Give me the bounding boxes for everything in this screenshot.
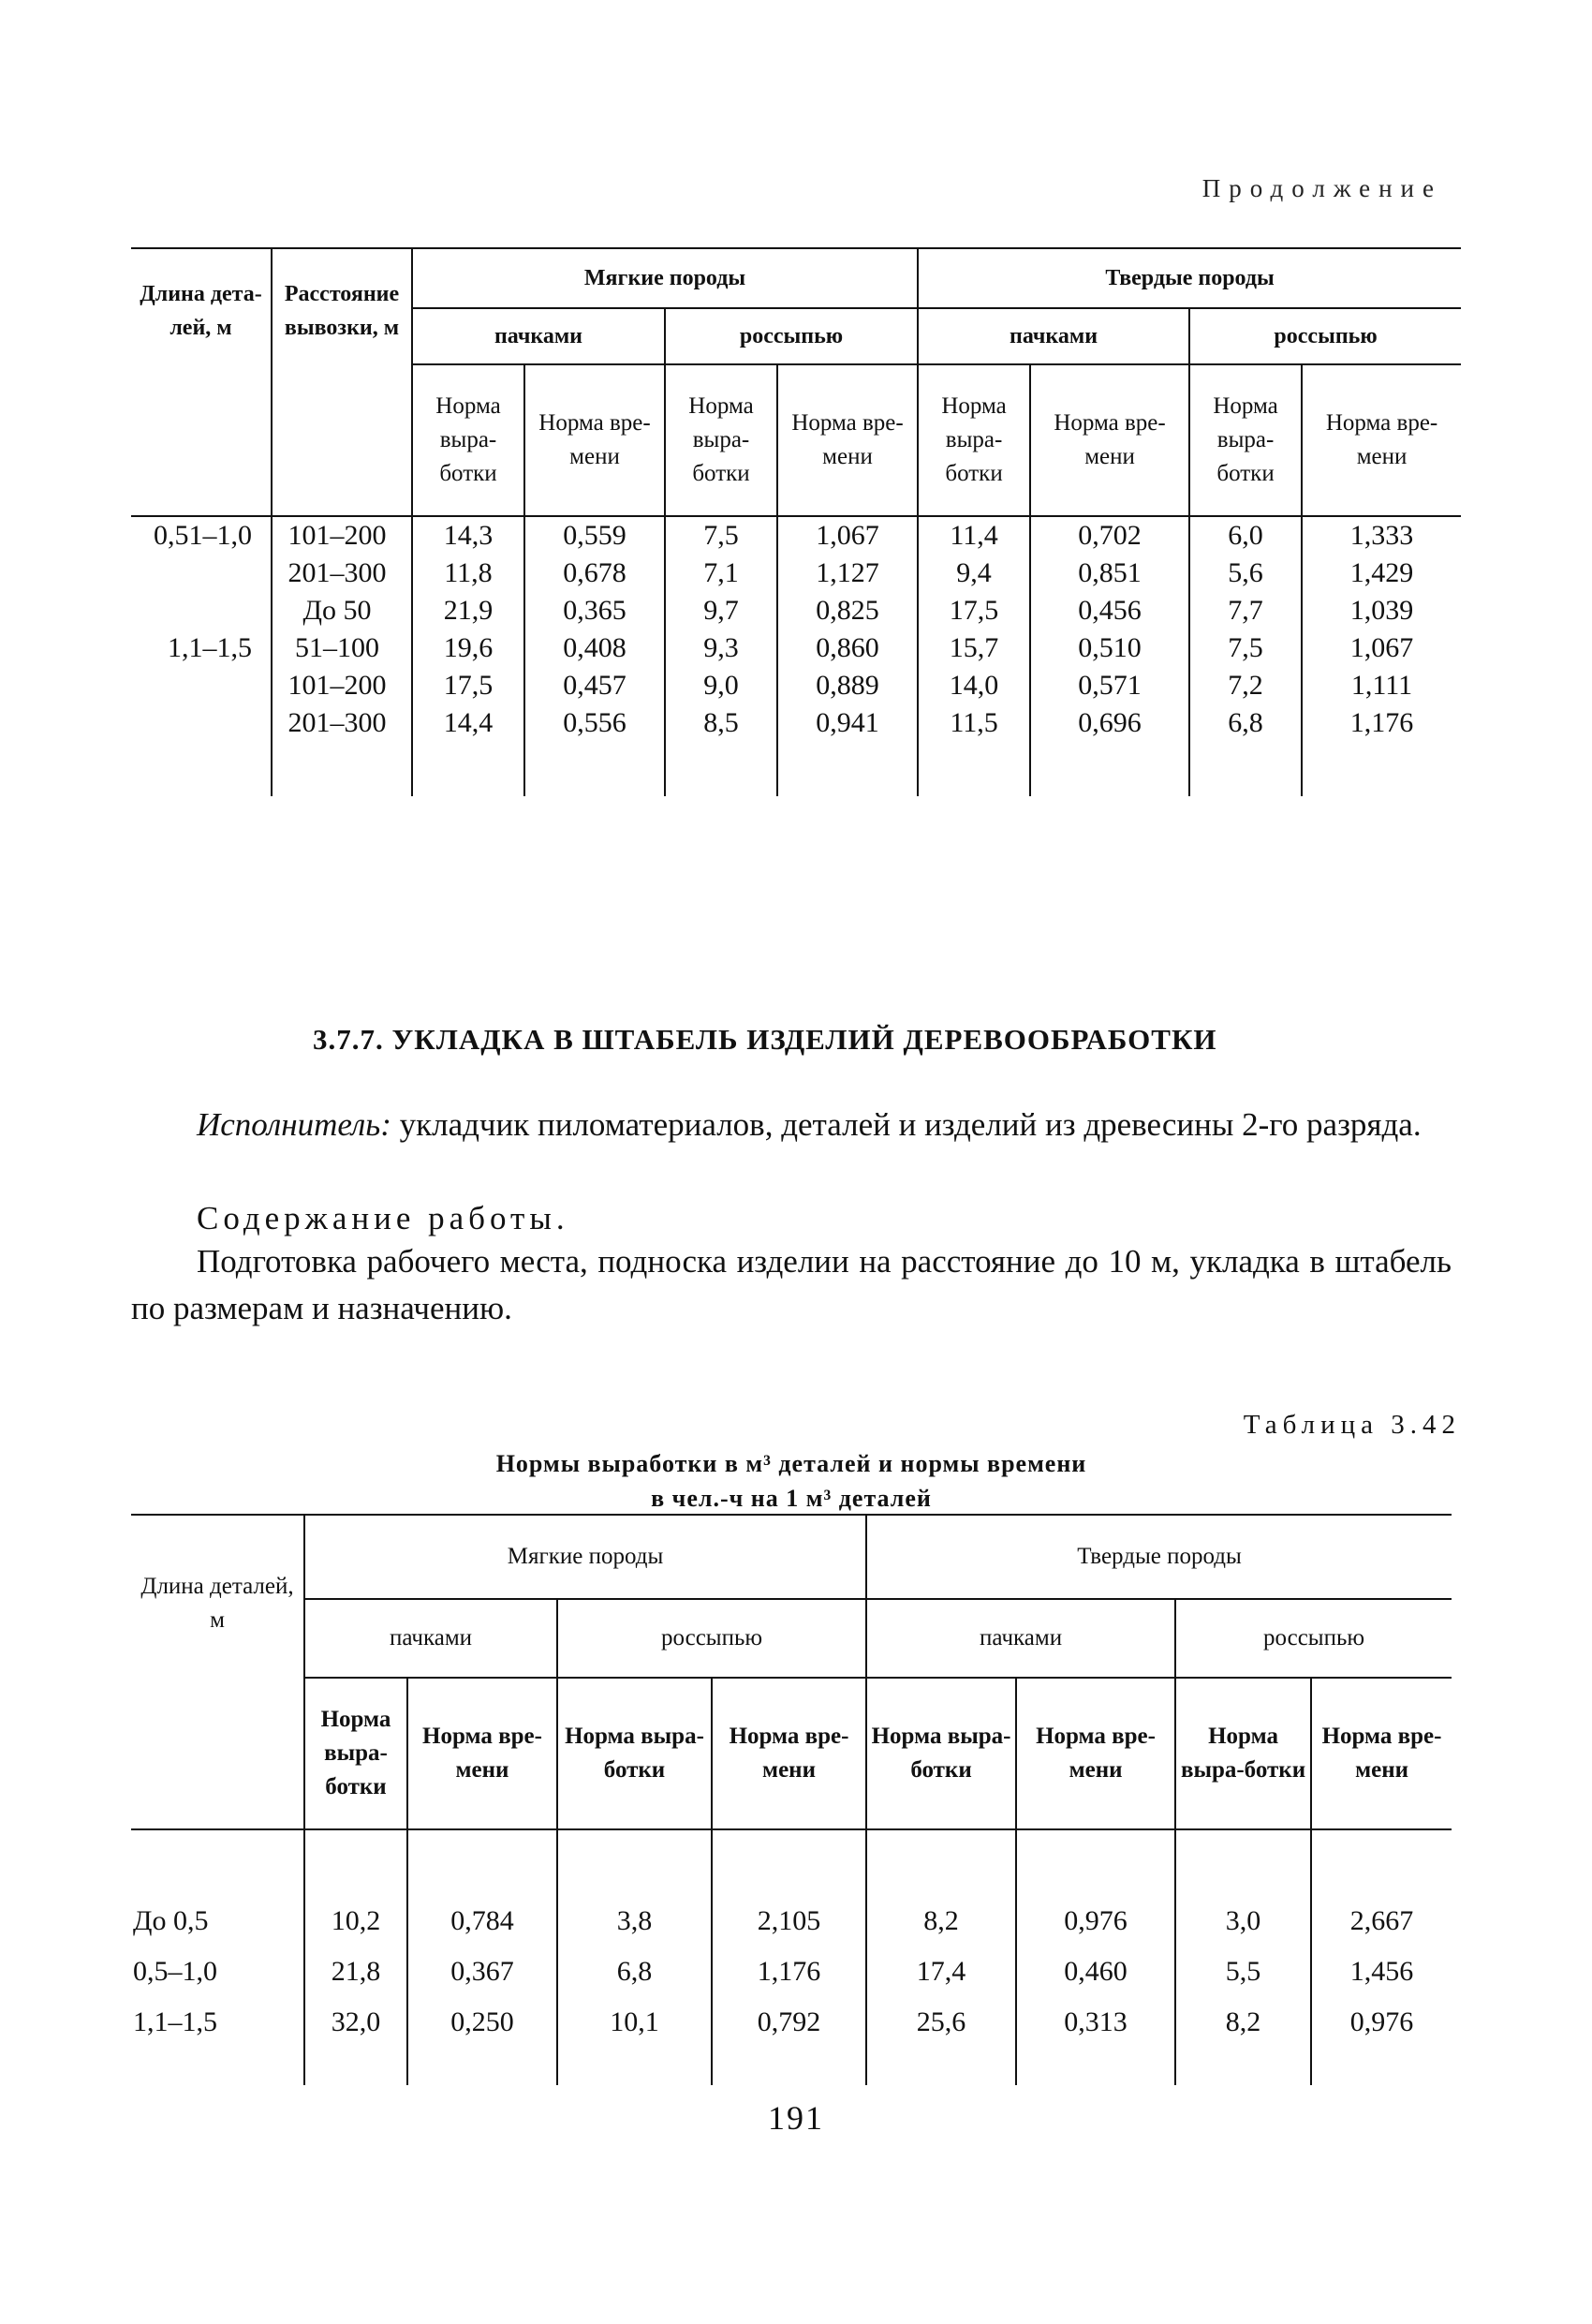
header-hard-bulk: россыпью (1189, 308, 1461, 364)
cell-length (131, 704, 272, 742)
norms-table-continued (131, 247, 1461, 796)
page-number: 191 (768, 2099, 824, 2137)
table-number-label: Таблица 3.42 (1243, 1410, 1461, 1440)
content-heading (131, 1195, 1452, 1242)
cell-value: 1,429 (1302, 555, 1461, 592)
cell-value: 6,8 (557, 1947, 712, 1997)
cell-length: До 0,5 (133, 1905, 209, 1936)
header-hard-wood: Твердые породы (918, 248, 1461, 308)
cell-value: 7,1 (665, 555, 777, 592)
cell-value: 0,250 (407, 1997, 557, 2048)
table-row (131, 704, 1461, 742)
cell-value: 0,976 (1016, 1896, 1175, 1947)
cell-length: 1,1–1,5 (168, 632, 252, 663)
header-soft-bundles: пачками (412, 308, 665, 364)
cell-value: 0,408 (524, 629, 665, 667)
cell-value: 21,9 (412, 592, 524, 629)
cell-value: 14,4 (412, 704, 524, 742)
cell-value: 11,5 (918, 704, 1030, 742)
table-caption-line-2: в чел.-ч на 1 м³ деталей (651, 1485, 932, 1512)
cell-value: 0,851 (1030, 555, 1189, 592)
header-soft-bulk: россыпью (557, 1599, 866, 1678)
cell-value: 1,067 (1302, 629, 1461, 667)
table-row (131, 667, 1461, 704)
cell-value: 0,457 (524, 667, 665, 704)
cell-value: 1,176 (1302, 704, 1461, 742)
performer-text: укладчик пиломатериалов, деталей и изделий из древесины 2-го разряда. (399, 1106, 1422, 1143)
header-time-norm: Норма вре-мени (1030, 364, 1189, 516)
cell-value: 0,365 (524, 592, 665, 629)
table-spacer-row (131, 2048, 1452, 2085)
header-length: Длина дета-лей, м (131, 248, 272, 516)
cell-value: 17,5 (412, 667, 524, 704)
table-row (131, 516, 1461, 555)
cell-value: 6,8 (1189, 704, 1302, 742)
cell-value: 0,889 (777, 667, 918, 704)
cell-value: 0,825 (777, 592, 918, 629)
performer-paragraph (131, 1102, 1452, 1148)
cell-value: 0,313 (1016, 1997, 1175, 2048)
header-output-norm: Норма выра-ботки (866, 1678, 1016, 1829)
header-length: Длина деталей, м (131, 1515, 304, 1829)
table-caption-line-1: Нормы выработки в м³ деталей и нормы времени (495, 1450, 1087, 1477)
performer-label: Исполнитель: (197, 1106, 391, 1143)
cell-distance: 101–200 (272, 516, 412, 555)
content-text: Подготовка рабочего места, подноска изделии на расстояние до 10 м, укладка в штабель по размерам и назначению. (131, 1243, 1452, 1326)
table-spacer-row (131, 742, 1461, 796)
cell-value: 1,176 (712, 1947, 866, 1997)
cell-value: 1,067 (777, 516, 918, 555)
cell-value: 1,333 (1302, 516, 1461, 555)
cell-value: 6,0 (1189, 516, 1302, 555)
table-row (131, 1896, 1452, 1947)
table-row (131, 1997, 1452, 2048)
table-caption (131, 1446, 1452, 1516)
cell-value: 14,3 (412, 516, 524, 555)
cell-value: 1,111 (1302, 667, 1461, 704)
cell-value: 0,456 (1030, 592, 1189, 629)
cell-value: 0,678 (524, 555, 665, 592)
cell-value: 7,2 (1189, 667, 1302, 704)
cell-value: 9,3 (665, 629, 777, 667)
header-hard-wood: Твердые породы (866, 1515, 1452, 1599)
header-distance: Расстояние вывозки, м (272, 248, 412, 516)
cell-length: 0,5–1,0 (133, 1956, 217, 1987)
cell-value: 8,5 (665, 704, 777, 742)
header-time-norm: Норма вре-мени (1302, 364, 1461, 516)
cell-value: 0,784 (407, 1896, 557, 1947)
cell-distance: 201–300 (272, 555, 412, 592)
norms-table-3-42 (131, 1514, 1452, 2085)
cell-value: 0,860 (777, 629, 918, 667)
header-output-norm: Норма выра-ботки (1175, 1678, 1311, 1829)
cell-value: 8,2 (866, 1896, 1016, 1947)
cell-value: 32,0 (304, 1997, 407, 2048)
header-time-norm: Норма вре-мени (407, 1678, 557, 1829)
cell-value: 1,456 (1311, 1947, 1452, 1997)
content-heading-text: Содержание работы. (197, 1200, 569, 1236)
cell-distance: 51–100 (272, 629, 412, 667)
table-row (131, 592, 1461, 629)
cell-length (131, 592, 272, 629)
cell-length (131, 555, 272, 592)
header-soft-bulk: россыпью (665, 308, 918, 364)
header-time-norm: Норма вре-мени (712, 1678, 866, 1829)
cell-value: 0,976 (1311, 1997, 1452, 2048)
cell-value: 10,2 (304, 1896, 407, 1947)
cell-value: 0,702 (1030, 516, 1189, 555)
header-output-norm: Норма выра-ботки (665, 364, 777, 516)
cell-value: 10,1 (557, 1997, 712, 2048)
header-soft-bundles: пачками (304, 1599, 557, 1678)
cell-value: 0,510 (1030, 629, 1189, 667)
continuation-label: Продолжение (1201, 174, 1442, 202)
cell-value: 15,7 (918, 629, 1030, 667)
header-soft-wood: Мягкие породы (304, 1515, 866, 1599)
cell-value: 14,0 (918, 667, 1030, 704)
cell-value: 9,4 (918, 555, 1030, 592)
header-time-norm: Норма вре-мени (777, 364, 918, 516)
cell-value: 17,5 (918, 592, 1030, 629)
cell-value: 0,559 (524, 516, 665, 555)
header-hard-bulk: россыпью (1175, 1599, 1452, 1678)
header-time-norm: Норма вре-мени (1016, 1678, 1175, 1829)
header-output-norm: Норма выра-ботки (304, 1678, 407, 1829)
cell-distance: 201–300 (272, 704, 412, 742)
cell-value: 8,2 (1175, 1997, 1311, 2048)
cell-value: 5,6 (1189, 555, 1302, 592)
cell-value: 7,5 (665, 516, 777, 555)
cell-value: 11,8 (412, 555, 524, 592)
cell-value: 2,105 (712, 1896, 866, 1947)
header-hard-bundles: пачками (866, 1599, 1175, 1678)
header-output-norm: Норма выра-ботки (412, 364, 524, 516)
table-row (131, 1947, 1452, 1997)
table-row (131, 629, 1461, 667)
cell-distance: До 50 (272, 592, 412, 629)
cell-value: 5,5 (1175, 1947, 1311, 1997)
section-title: 3.7.7. УКЛАДКА В ШТАБЕЛЬ ИЗДЕЛИЙ ДЕРЕВООБРАБОТКИ (313, 1023, 1217, 1056)
cell-value: 0,460 (1016, 1947, 1175, 1997)
header-hard-bundles: пачками (918, 308, 1189, 364)
cell-value: 3,8 (557, 1896, 712, 1947)
header-output-norm: Норма выра-ботки (918, 364, 1030, 516)
header-output-norm: Норма выра-ботки (1189, 364, 1302, 516)
table-row (131, 555, 1461, 592)
cell-value: 21,8 (304, 1947, 407, 1997)
cell-value: 17,4 (866, 1947, 1016, 1997)
cell-value: 7,7 (1189, 592, 1302, 629)
header-soft-wood: Мягкие породы (412, 248, 918, 308)
cell-length: 1,1–1,5 (133, 2006, 217, 2037)
cell-value: 0,367 (407, 1947, 557, 1997)
cell-distance: 101–200 (272, 667, 412, 704)
cell-value: 9,7 (665, 592, 777, 629)
cell-value: 1,039 (1302, 592, 1461, 629)
cell-length (131, 667, 272, 704)
cell-value: 2,667 (1311, 1896, 1452, 1947)
cell-value: 0,792 (712, 1997, 866, 2048)
cell-value: 0,941 (777, 704, 918, 742)
cell-value: 1,127 (777, 555, 918, 592)
header-output-norm: Норма выра-ботки (557, 1678, 712, 1829)
cell-value: 0,696 (1030, 704, 1189, 742)
cell-value: 19,6 (412, 629, 524, 667)
header-time-norm: Норма вре-мени (524, 364, 665, 516)
content-paragraph (131, 1238, 1452, 1332)
cell-value: 3,0 (1175, 1896, 1311, 1947)
cell-value: 25,6 (866, 1997, 1016, 2048)
cell-length: 0,51–1,0 (154, 520, 252, 551)
cell-value: 9,0 (665, 667, 777, 704)
cell-value: 7,5 (1189, 629, 1302, 667)
cell-value: 0,556 (524, 704, 665, 742)
header-time-norm: Норма вре-мени (1311, 1678, 1452, 1829)
cell-value: 11,4 (918, 516, 1030, 555)
cell-value: 0,571 (1030, 667, 1189, 704)
table-spacer-row (131, 1829, 1452, 1896)
